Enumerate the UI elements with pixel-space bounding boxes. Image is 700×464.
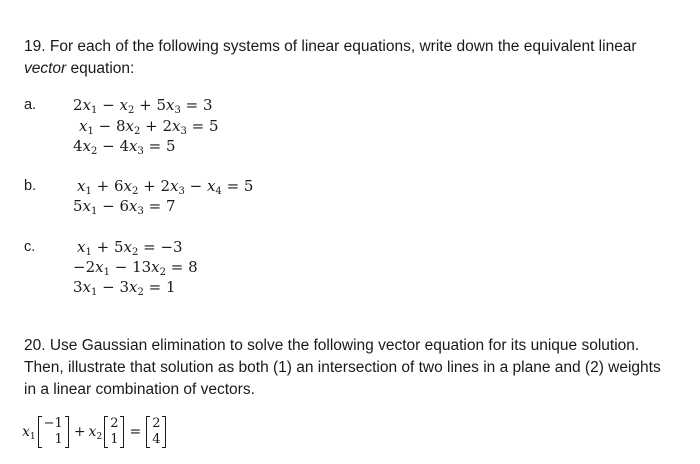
vector-1-top: −1 <box>43 416 63 431</box>
system-b-eq-1: $x_1 + 6x_2 + 2x_3 - x_4 = 5$ <box>77 177 254 197</box>
part-c-label: c. <box>24 239 36 255</box>
system-a-eq-1: $2x_1 - x_2 + 5x_3 = 3$ <box>73 96 213 116</box>
plus-sign: + <box>73 424 86 440</box>
question-19-prompt: 19. For each of the following systems of linear equations, write down the equivalent linear vector equation: <box>24 38 637 77</box>
vector-rhs-top: 2 <box>152 416 161 431</box>
system-c-eq-3: $3x_1 - 3x_2 = 1$ <box>73 278 176 298</box>
system-a-eq-3: $4x_2 - 4x_3 = 5$ <box>73 137 176 157</box>
vector-1 <box>38 416 69 448</box>
system-a-eq-2: $x_1 - 8x_2 + 2x_3 = 5$ <box>79 117 219 137</box>
part-a-label: a. <box>24 97 37 113</box>
system-c-eq-2: $-2x_1 - 13x_2 = 8$ <box>73 258 198 278</box>
x2-coefficient: $x_2$ <box>88 424 103 442</box>
equals-sign: = <box>129 424 142 440</box>
question-20-prompt: 20. Use Gaussian elimination to solve the following vector equation for its unique solution. Then, illustrate that solution as both (1) an intersection of two lines in a plane and (2) weights in a linear combination of vectors. <box>24 337 661 398</box>
vector-equation <box>22 410 168 454</box>
vector-2 <box>104 416 124 448</box>
vector-rhs-bottom: 4 <box>152 432 161 447</box>
x1-coefficient: $x_1$ <box>22 424 36 442</box>
system-b-eq-2: $5x_1 - 6x_3 = 7$ <box>73 197 176 217</box>
vector-2-top: 2 <box>110 416 119 431</box>
vector-1-bottom: 1 <box>54 432 63 447</box>
vector-2-bottom: 1 <box>110 432 119 447</box>
system-c-eq-1: $x_1 + 5x_2 = -3$ <box>77 238 183 258</box>
vector-rhs <box>146 416 166 448</box>
part-b-label: b. <box>24 178 37 194</box>
